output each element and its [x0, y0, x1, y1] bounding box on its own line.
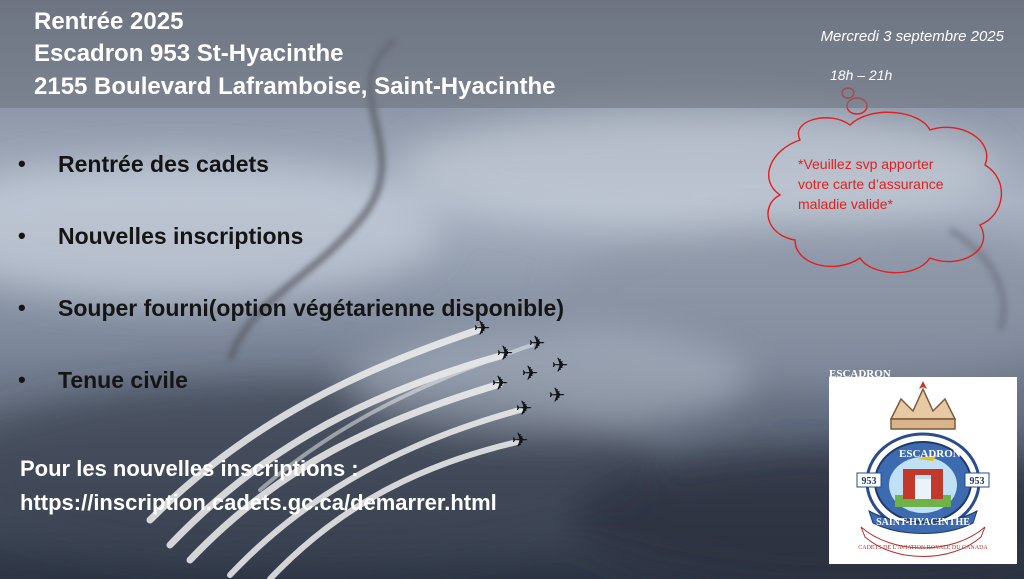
svg-text:✈: ✈: [521, 361, 539, 385]
registration-heading: Pour les nouvelles inscriptions :: [20, 456, 359, 481]
note-line: *Veuillez svp apporter: [798, 156, 934, 172]
bullet-list: [18, 128, 564, 416]
event-date: Mercredi 3 septembre 2025: [820, 28, 1004, 45]
list-item: [18, 344, 564, 416]
svg-text:✈: ✈: [548, 383, 566, 407]
svg-text:✈: ✈: [491, 371, 509, 395]
crest-name: SAINT-HYACINTHE: [876, 517, 970, 528]
svg-text:✈: ✈: [551, 353, 569, 377]
svg-text:✈: ✈: [528, 331, 546, 355]
svg-text:✈: ✈: [473, 316, 491, 340]
crest-motto: CADETS DE L'AVIATION ROYALE DU CANADA: [858, 545, 988, 551]
event-address: 2155 Boulevard Laframboise, Saint-Hyacinthe: [34, 73, 556, 100]
crest-number-left: 953: [861, 476, 877, 487]
event-time: 18h – 21h: [830, 67, 893, 83]
gate-icon: [903, 469, 943, 499]
squadron-name: Escadron 953 St-Hyacinthe: [34, 40, 344, 67]
svg-text:✈: ✈: [496, 341, 514, 365]
crest-emblem: [829, 368, 1017, 564]
svg-text:✈: ✈: [511, 428, 529, 452]
bullet-marker: •: [18, 367, 26, 392]
bullet-text: Tenue civile: [58, 366, 188, 393]
squadron-crest: [829, 368, 1017, 564]
crest-number-right: 953: [969, 476, 985, 487]
crest-top-text: ESCADRON: [829, 368, 891, 380]
list-item: [18, 272, 564, 344]
bullet-text: Nouvelles inscriptions: [58, 222, 304, 249]
note-line: maladie valide*: [798, 196, 893, 212]
bullet-marker: •: [18, 151, 26, 176]
crest-label-top: ESCADRON: [899, 448, 961, 460]
insurance-card-note: [798, 154, 998, 214]
bullet-marker: •: [18, 223, 26, 248]
list-item: [18, 128, 564, 200]
note-line: votre carte d’assurance: [798, 176, 944, 192]
svg-text:✈: ✈: [515, 396, 533, 420]
bullet-text: Rentrée des cadets: [58, 150, 269, 177]
list-item: [18, 200, 564, 272]
bullet-marker: •: [18, 295, 26, 320]
registration-link[interactable]: https://inscription.cadets.gc.ca/demarrer.html: [20, 490, 497, 515]
bullet-text: Souper fourni(option végétarienne disponible): [58, 294, 565, 321]
crown-icon: [891, 381, 955, 429]
event-title: Rentrée 2025: [34, 8, 184, 35]
